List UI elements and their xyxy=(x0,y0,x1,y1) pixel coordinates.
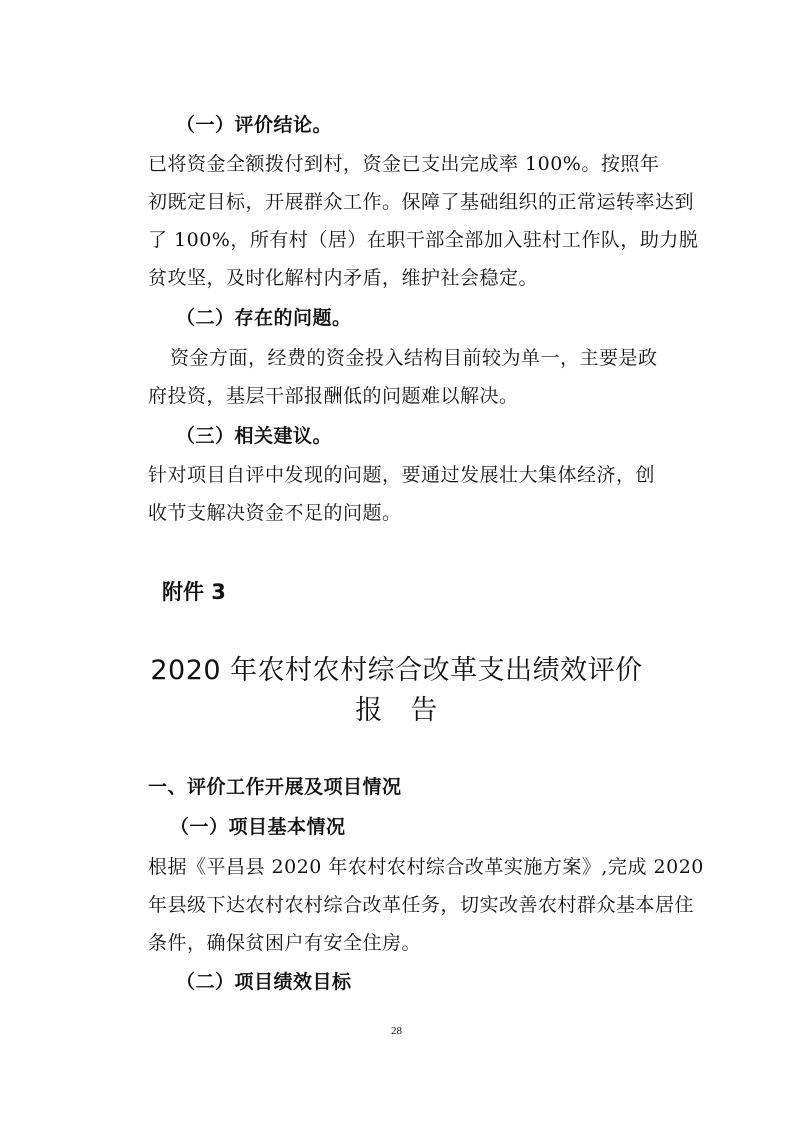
section-heading-suggestions: （三）相关建议。 xyxy=(176,425,333,447)
report-title-line-2: 报 告 xyxy=(355,695,438,726)
paragraph-line: 资金方面，经费的资金投入结构目前较为单一，主要是政 xyxy=(170,347,658,369)
report-title-line-1: 2020 年农村农村综合改革支出绩效评价 xyxy=(150,655,643,686)
paragraph-line: 初既定目标，开展群众工作。保障了基础组织的正常运转率达到 xyxy=(148,191,695,213)
paragraph-line: 贫攻坚，及时化解村内矛盾，维护社会稳定。 xyxy=(148,267,539,289)
page-number: 28 xyxy=(391,1025,402,1037)
paragraph-line: 条件，确保贫困户有安全住房。 xyxy=(148,932,422,954)
paragraph-line: 收节支解决资金不足的问题。 xyxy=(148,502,402,524)
section-heading-existing-problems: （二）存在的问题。 xyxy=(176,307,352,329)
subsection-heading-performance-goals: （二）项目绩效目标 xyxy=(176,971,352,993)
annex-label: 附件 3 xyxy=(162,580,226,604)
paragraph-line: 府投资，基层干部报酬低的问题难以解决。 xyxy=(148,385,519,407)
subsection-heading-project-basics: （一）项目基本情况 xyxy=(170,816,346,838)
paragraph-line: 根据《平昌县 2020 年农村农村综合改革实施方案》,完成 2020 xyxy=(148,856,704,878)
paragraph-line: 年县级下达农村农村综合改革任务，切实改善农村群众基本居住 xyxy=(148,894,695,916)
paragraph-line: 已将资金全额拨付到村，资金已支出完成率 100%。按照年 xyxy=(148,153,660,175)
section-heading-evaluation-conclusion: （一）评价结论。 xyxy=(176,114,333,136)
part-heading-evaluation-work: 一、评价工作开展及项目情况 xyxy=(148,776,402,798)
paragraph-line: 了 100%，所有村（居）在职干部全部加入驻村工作队，助力脱 xyxy=(148,229,699,251)
paragraph-line: 针对项目自评中发现的问题，要通过发展壮大集体经济，创 xyxy=(148,464,656,486)
